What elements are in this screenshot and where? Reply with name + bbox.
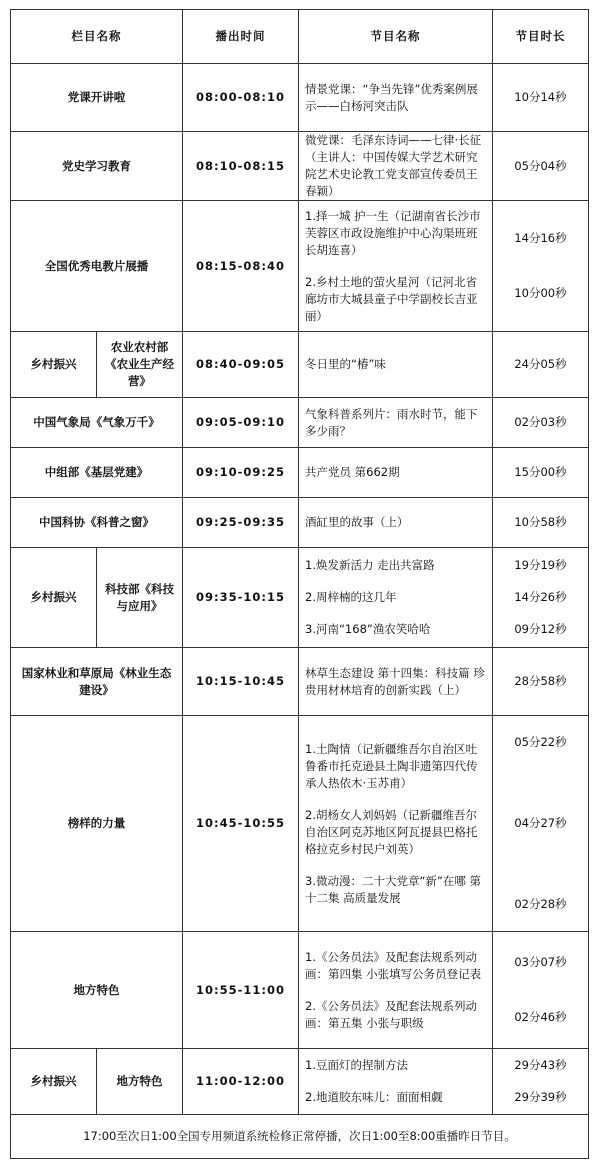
column-name: 榜样的力量 xyxy=(11,716,183,932)
table-row xyxy=(11,201,589,332)
program-durations xyxy=(493,1049,589,1115)
program-duration: 03分07秒 xyxy=(514,955,567,969)
air-time: 09:05-09:10 xyxy=(183,398,299,448)
program-durations xyxy=(493,548,589,648)
table-row xyxy=(11,548,589,648)
table-row xyxy=(11,932,589,1049)
program-name: 2.《公务员法》及配套法规系列动画：第五集 小张与职级 xyxy=(305,998,477,1030)
program-duration: 02分46秒 xyxy=(514,1010,567,1024)
column-name: 国家林业和草原局《林业生态建设》 xyxy=(11,648,183,716)
column-name: 乡村振兴 xyxy=(11,332,97,398)
column-name: 中国气象局《气象万千》 xyxy=(11,398,183,448)
program-name: 冬日里的“椿”味 xyxy=(299,332,493,398)
program-durations xyxy=(493,716,589,932)
program-names xyxy=(299,932,493,1049)
program-duration: 04分27秒 xyxy=(514,816,567,830)
table-row xyxy=(11,498,589,548)
air-time: 09:25-09:35 xyxy=(183,498,299,548)
schedule-table xyxy=(10,9,589,1159)
program-name: 2.胡杨女人刘妈妈（记新疆维吾尔自治区阿克苏地区阿瓦提县巴格托格拉克乡村民户刘英） xyxy=(305,807,478,856)
column-name: 乡村振兴 xyxy=(11,548,97,648)
program-duration: 02分28秒 xyxy=(514,897,567,911)
header-time: 播出时间 xyxy=(183,10,299,64)
program-name: 1.土陶情（记新疆维吾尔自治区吐鲁番市托克逊县土陶非遗第四代传承人热依木·玉苏甫） xyxy=(305,741,478,790)
table-row xyxy=(11,716,589,932)
column-name: 党史学习教育 xyxy=(11,132,183,201)
table-row xyxy=(11,132,589,201)
column-name: 中组部《基层党建》 xyxy=(11,448,183,498)
program-duration: 09分12秒 xyxy=(514,622,567,636)
program-duration: 05分04秒 xyxy=(493,132,589,201)
program-name: 林草生态建设 第十四集：科技篇 珍贵用材林培育的创新实践（上） xyxy=(299,648,493,716)
table-row xyxy=(11,64,589,132)
header-column: 栏目名称 xyxy=(11,10,183,64)
table-row xyxy=(11,1049,589,1115)
program-duration: 28分58秒 xyxy=(493,648,589,716)
program-duration: 29分39秒 xyxy=(514,1090,567,1104)
sub-column-name: 科技部《科技与应用》 xyxy=(97,548,183,648)
program-duration: 19分19秒 xyxy=(514,558,567,572)
program-durations xyxy=(493,932,589,1049)
program-name: 气象科普系列片：雨水时节，能下多少雨？ xyxy=(299,398,493,448)
table-row xyxy=(11,398,589,448)
air-time: 10:45-10:55 xyxy=(183,716,299,932)
program-name: 2.乡村土地的萤火星河（记河北省廊坊市大城县童子中学副校长吉亚丽） xyxy=(305,274,478,323)
program-name: 酒缸里的故事（上） xyxy=(299,498,493,548)
program-names xyxy=(299,1049,493,1115)
program-duration: 02分03秒 xyxy=(493,398,589,448)
program-name: 2.地道胶东味儿：面面相觑 xyxy=(305,1090,443,1104)
program-durations xyxy=(493,201,589,332)
air-time: 11:00-12:00 xyxy=(183,1049,299,1115)
air-time: 10:55-11:00 xyxy=(183,932,299,1049)
program-duration: 14分16秒 xyxy=(514,231,567,245)
air-time: 08:00-08:10 xyxy=(183,64,299,132)
program-duration: 15分00秒 xyxy=(493,448,589,498)
program-name: 微党课：毛泽东诗词——七律·长征（主讲人：中国传媒大学艺术研究院艺术史论教工党支部宣传委员王春颖） xyxy=(299,132,493,201)
program-name: 情景党课：“争当先锋”优秀案例展示——白杨河突击队 xyxy=(299,64,493,132)
air-time: 08:40-09:05 xyxy=(183,332,299,398)
footer-row xyxy=(11,1115,589,1159)
program-name: 1.豆面灯的捏制方法 xyxy=(305,1058,408,1072)
column-name: 中国科协《科普之窗》 xyxy=(11,498,183,548)
air-time: 08:10-08:15 xyxy=(183,132,299,201)
table-row xyxy=(11,332,589,398)
sub-column-name: 农业农村部《农业生产经营》 xyxy=(97,332,183,398)
program-name: 2.周梓楠的这几年 xyxy=(305,590,397,604)
footer-note: 17:00至次日1:00全国专用频道系统检修正常停播，次日1:00至8:00重播昨日节目。 xyxy=(11,1115,589,1159)
program-name: 1.择一城 护一生（记湖南省长沙市芙蓉区市政设施维护中心沟渠班班长胡连喜） xyxy=(305,208,481,257)
program-name: 3.河南“168”渔农笑哈哈 xyxy=(305,622,431,636)
air-time: 09:35-10:15 xyxy=(183,548,299,648)
sub-column-name: 地方特色 xyxy=(97,1049,183,1115)
air-time: 08:15-08:40 xyxy=(183,201,299,332)
header-duration: 节目时长 xyxy=(493,10,589,64)
program-names xyxy=(299,716,493,932)
header-program: 节目名称 xyxy=(299,10,493,64)
column-name: 全国优秀电教片展播 xyxy=(11,201,183,332)
program-name: 1.《公务员法》及配套法规系列动画：第四集 小张填写公务员登记表 xyxy=(305,949,482,981)
header-row xyxy=(11,10,589,64)
program-name: 共产党员 第662期 xyxy=(299,448,493,498)
program-duration: 24分05秒 xyxy=(493,332,589,398)
program-duration: 10分58秒 xyxy=(493,498,589,548)
column-name: 地方特色 xyxy=(11,932,183,1049)
program-names xyxy=(299,548,493,648)
program-duration: 10分00秒 xyxy=(514,286,567,300)
program-name: 3.微动漫：二十大党章“新”在哪 第十二集 高质量发展 xyxy=(305,873,482,905)
air-time: 09:10-09:25 xyxy=(183,448,299,498)
program-duration: 05分22秒 xyxy=(514,735,567,749)
program-duration: 10分14秒 xyxy=(493,64,589,132)
program-duration: 14分26秒 xyxy=(514,590,567,604)
table-row xyxy=(11,648,589,716)
column-name: 党课开讲啦 xyxy=(11,64,183,132)
program-name: 1.焕发新活力 走出共富路 xyxy=(305,558,435,572)
column-name: 乡村振兴 xyxy=(11,1049,97,1115)
program-names xyxy=(299,201,493,332)
air-time: 10:15-10:45 xyxy=(183,648,299,716)
program-duration: 29分43秒 xyxy=(514,1058,567,1072)
table-row xyxy=(11,448,589,498)
